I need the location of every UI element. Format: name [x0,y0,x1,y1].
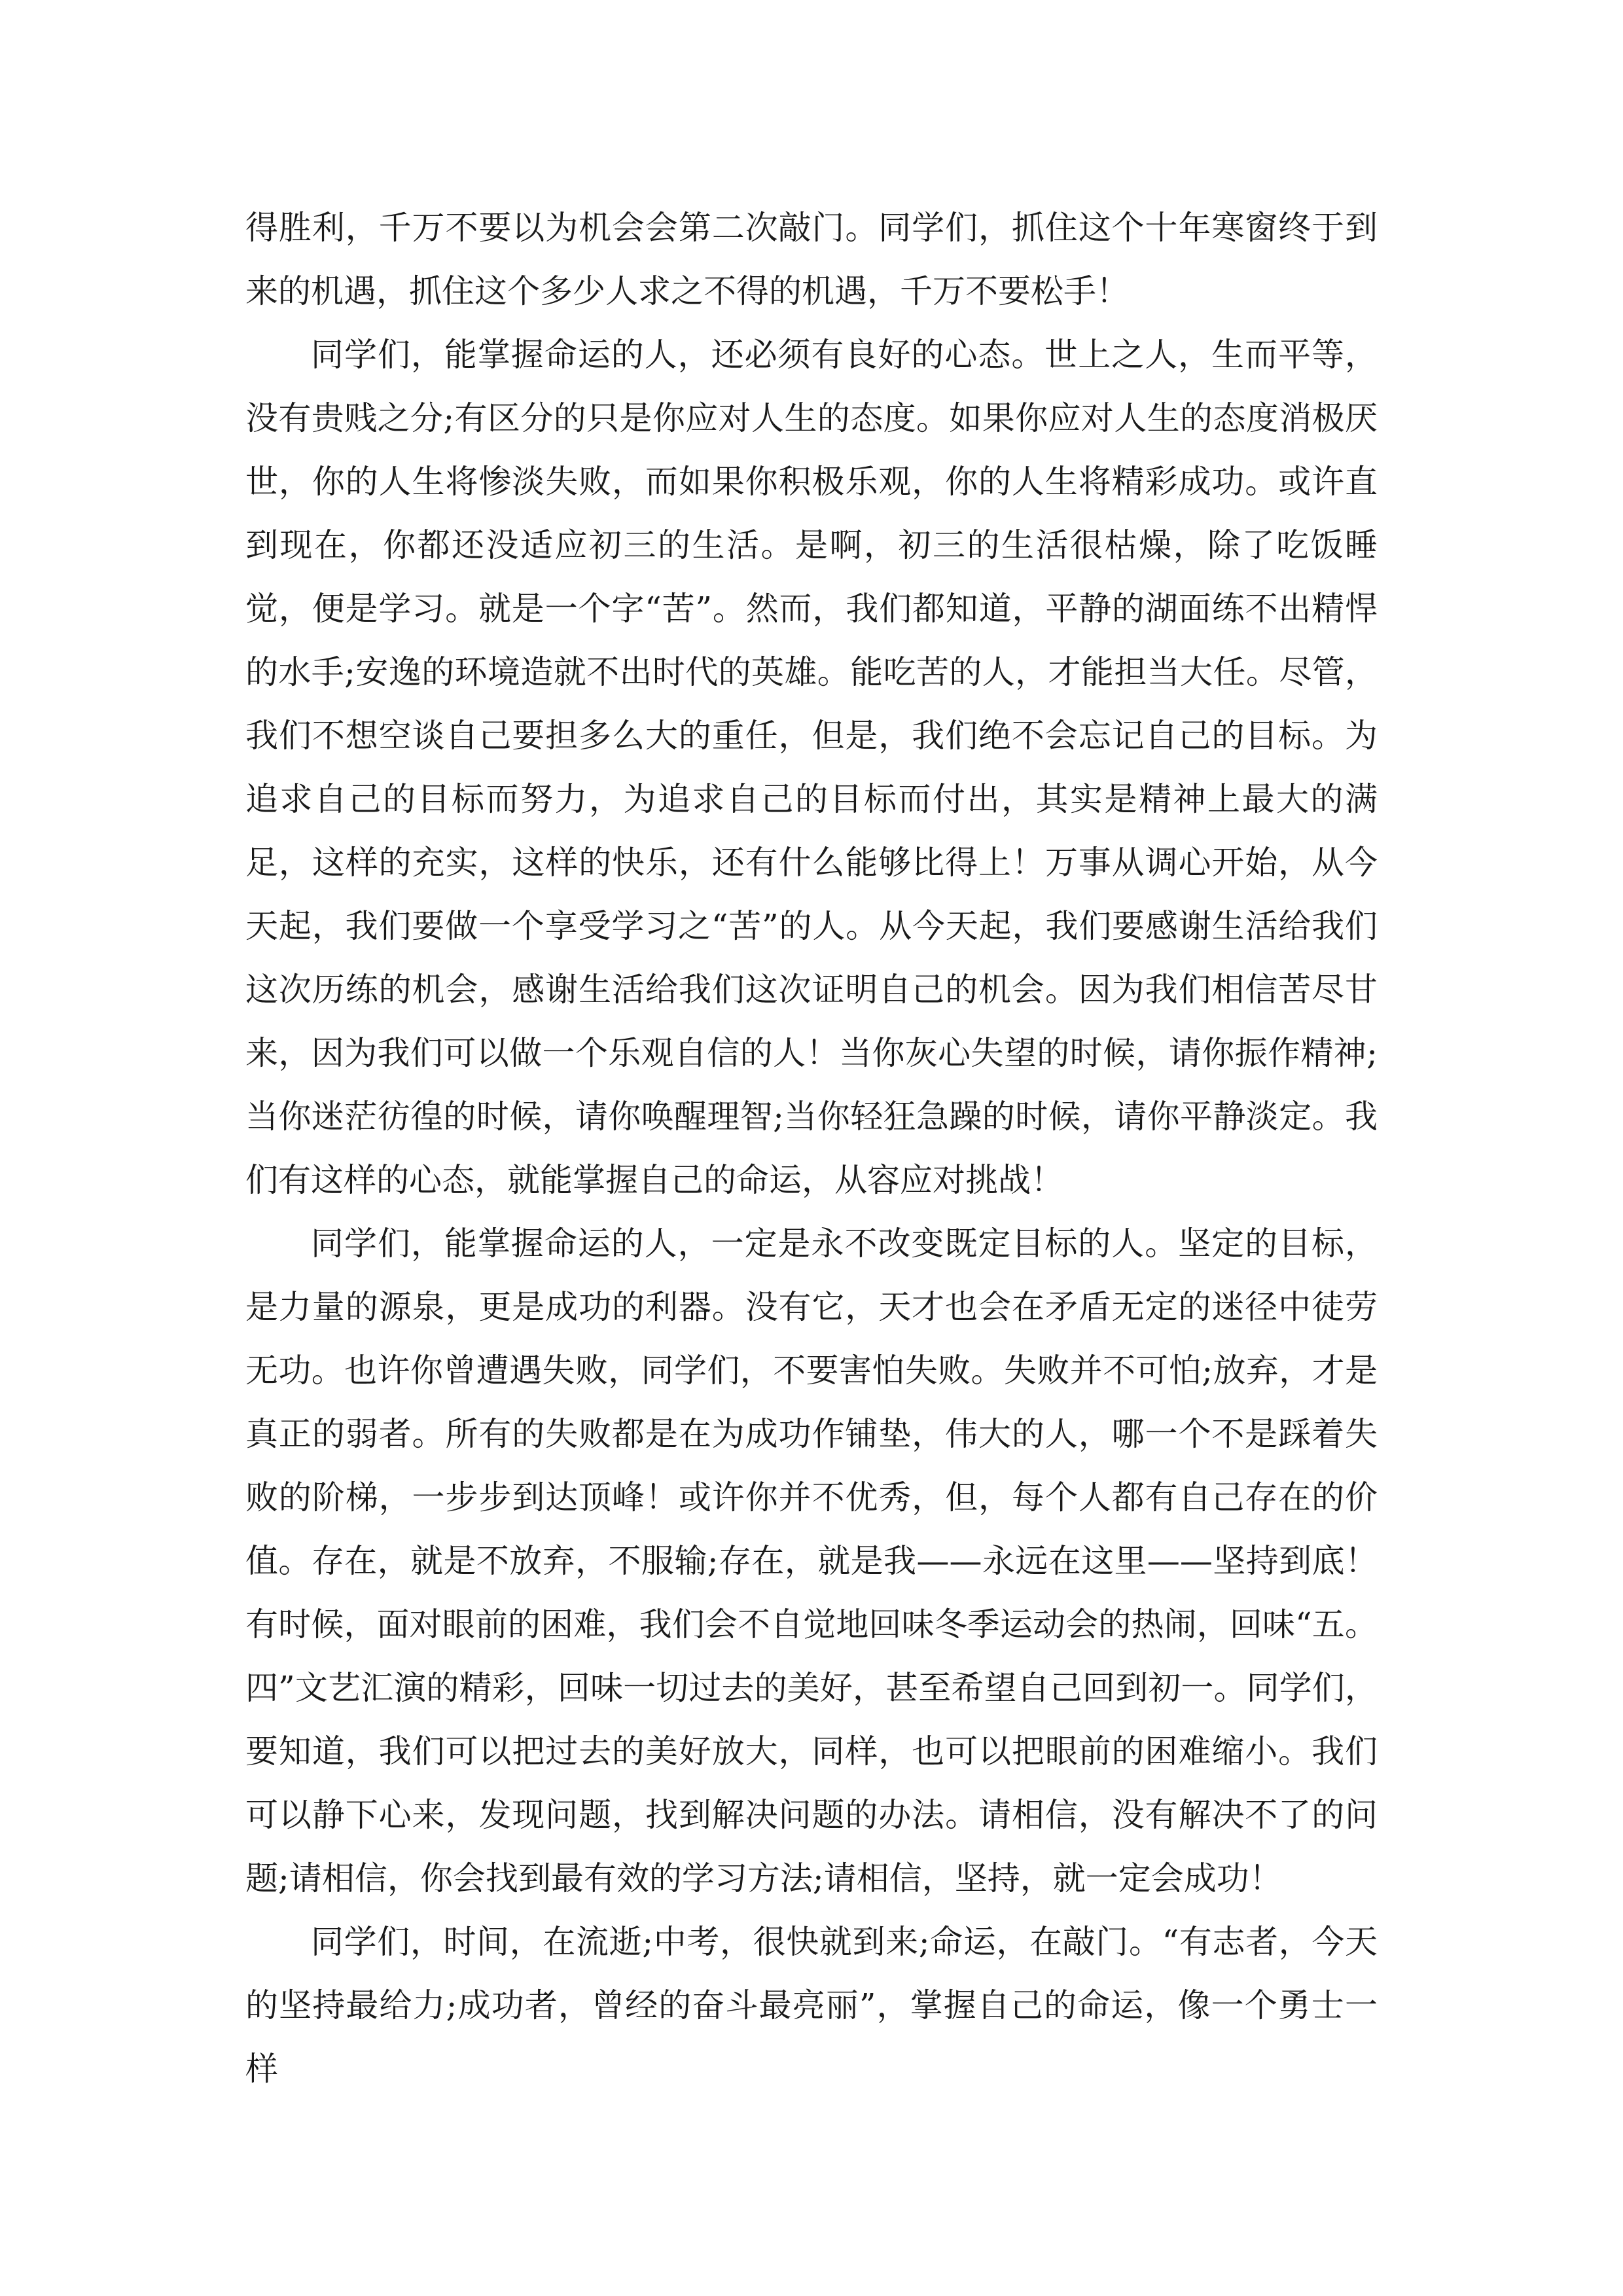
body-text [245,196,1378,2101]
paragraph-2: 同学们，能掌握命运的人，还必须有良好的心态。世上之人，生而平等，没有贵贱之分;有区分的只是你应对人生的态度。如果你应对人生的态度消极厌世，你的人生将惨淡失败，而如果你积极乐观，你的人生将精彩成功。或许直到现在，你都还没适应初三的生活。是啊，初三的生活很枯燥，除了吃饭睡觉，便是学习。就是一个字“苦”。然而，我们都知道，平静的湖面练不出精悍的水手;安逸的环境造就不出时代的英雄。能吃苦的人，才能担当大任。尽管，我们不想空谈自己要担多么大的重任，但是，我们绝不会忘记自己的目标。为追求自己的目标而努力，为追求自己的目标而付出，其实是精神上最大的满足，这样的充实，这样的快乐，还有什么能够比得上！万事从调心开始，从今天起，我们要做一个享受学习之“苦”的人。从今天起，我们要感谢生活给我们这次历练的机会，感谢生活给我们这次证明自己的机会。因为我们相信苦尽甘来，因为我们可以做一个乐观自信的人！当你灰心失望的时候，请你振作精神;当你迷茫彷徨的时候，请你唤醒理智;当你轻狂急躁的时候，请你平静淡定。我们有这样的心态，就能掌握自己的命运，从容应对挑战！ [245,336,1378,1199]
paragraph-4: 同学们，时间，在流逝;中考，很快就到来;命运，在敲门。“有志者，今天的坚持最给力;成功者，曾经的奋斗最亮丽”，掌握自己的命运，像一个勇士一样 [245,1923,1378,2088]
paragraph-3: 同学们，能掌握命运的人，一定是永不改变既定目标的人。坚定的目标，是力量的源泉，更是成功的利器。没有它，天才也会在矛盾无定的迷径中徒劳无功。也许你曾遭遇失败，同学们，不要害怕失败。失败并不可怕;放弃，才是真正的弱者。所有的失败都是在为成功作铺垫，伟大的人，哪一个不是踩着失败的阶梯，一步步到达顶峰！或许你并不优秀，但，每个人都有自己存在的价值。存在，就是不放弃，不服输;存在，就是我——永远在这里——坚持到底！有时候，面对眼前的困难，我们会不自觉地回味冬季运动会的热闹，回味“五。四”文艺汇演的精彩，回味一切过去的美好，甚至希望自己回到初一。同学们，要知道，我们可以把过去的美好放大，同样，也可以把眼前的困难缩小。我们可以静下心来，发现问题，找到解决问题的办法。请相信，没有解决不了的问题;请相信，你会找到最有效的学习方法;请相信，坚持，就一定会成功！ [245,1225,1378,1897]
paragraph-1: 得胜利，千万不要以为机会会第二次敲门。同学们，抓住这个十年寒窗终于到来的机遇，抓住这个多少人求之不得的机遇，千万不要松手！ [245,209,1378,310]
